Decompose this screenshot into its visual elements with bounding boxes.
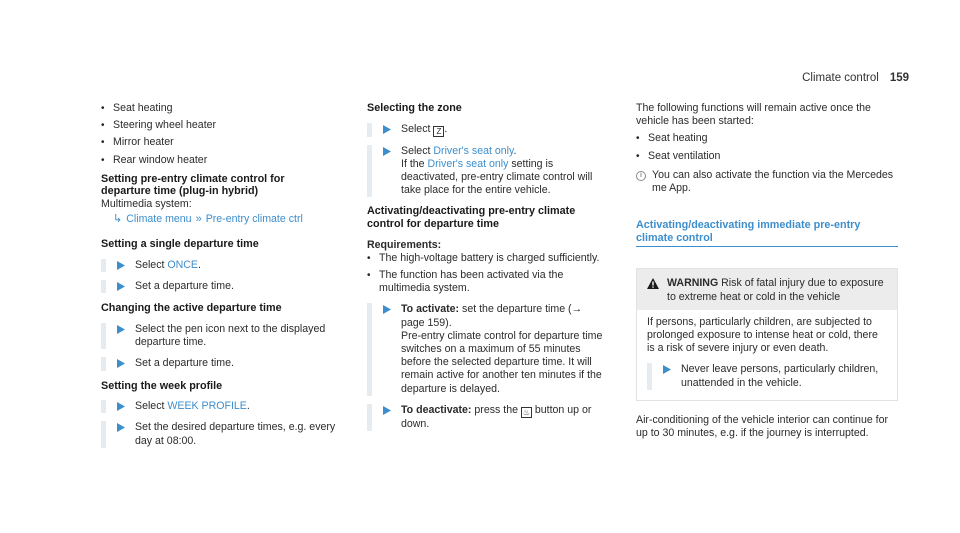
step: Set a departure time. bbox=[101, 280, 337, 293]
path-return-icon: ↳ bbox=[113, 213, 123, 226]
activate-details: Pre-entry climate control for departure time switches on a maximum of 55 minutes before the selected departure time. It will remain active for another ten minutes if the departure is delayed. bbox=[401, 329, 603, 395]
heading-activating-pre-entry: Activating/deactivating pre-entry climate control for departure time bbox=[367, 205, 576, 230]
warning-label: WARNING bbox=[667, 277, 719, 290]
column-1 bbox=[101, 102, 337, 448]
list-item: • The high-voltage battery is charged sufficiently. bbox=[367, 252, 605, 265]
path-climate-menu[interactable]: Climate menu bbox=[126, 213, 192, 226]
step-arrow-icon bbox=[383, 147, 391, 156]
list-item: • The function has been activated via the multimedia system. bbox=[367, 269, 605, 295]
warning-box bbox=[636, 268, 898, 400]
step: Select ONCE. bbox=[101, 259, 337, 272]
heading-week-profile: Setting the week profile bbox=[101, 379, 223, 392]
heading-selecting-zone: Selecting the zone bbox=[367, 102, 462, 114]
list-item: • Seat ventilation bbox=[636, 150, 898, 163]
heading-setting-departure: Setting pre-entry climate control for departure time (plug-in hybrid) bbox=[101, 172, 285, 198]
info-icon: i bbox=[636, 171, 646, 181]
list-item: • Seat heating bbox=[636, 132, 898, 145]
column-2 bbox=[367, 102, 605, 431]
step-arrow-icon bbox=[383, 305, 391, 314]
step: To activate: set the departure time (→ page 159). Pre-entry climate control for departure time switches on a maximum of 55 minutes before the selected departure time. It will remain active for another ten minutes if the departure is delayed. bbox=[367, 303, 605, 395]
option-drivers-seat-only[interactable]: Driver's seat only bbox=[433, 144, 514, 157]
path-chevron-icon: » bbox=[195, 213, 202, 226]
zone-icon: Z bbox=[433, 126, 444, 137]
list-item: • Rear window heater bbox=[101, 154, 337, 167]
requirements-label: Requirements: bbox=[367, 238, 442, 251]
step: Set a departure time. bbox=[101, 357, 337, 370]
section-title-immediate: Activating/deactivating immediate pre-entry climate control bbox=[636, 219, 898, 247]
list-item: • Seat heating bbox=[101, 102, 337, 115]
warning-text: Risk of fatal injury due to exposure to extreme heat or cold in the vehicle bbox=[667, 277, 884, 303]
step: Set the desired departure times, e.g. every day at 08:00. bbox=[101, 421, 337, 447]
step-arrow-icon bbox=[117, 402, 125, 411]
warning-body: If persons, particularly children, are subjected to prolonged exposure to intense heat or cold, there is a risk of severe injury or even death. bbox=[647, 315, 878, 355]
active-functions-list bbox=[636, 132, 898, 162]
info-note: i You can also activate the function via the Mercedes me App. bbox=[636, 169, 898, 195]
warning-icon bbox=[647, 278, 659, 289]
outro-text: Air-conditioning of the vehicle interior can continue for up to 30 minutes, e.g. if the journey is interrupted. bbox=[636, 413, 889, 440]
page-header bbox=[802, 72, 909, 85]
heading-changing-departure: Changing the active departure time bbox=[101, 302, 282, 315]
step: Select the pen icon next to the displayed departure time. bbox=[101, 323, 337, 349]
step: Select WEEK PROFILE. bbox=[101, 400, 337, 413]
step: Never leave persons, particularly children, unattended in the vehicle. bbox=[647, 363, 887, 389]
step: To deactivate: press the ♨ button up or down. bbox=[367, 404, 605, 431]
step: Select Z . bbox=[367, 123, 605, 137]
activate-label: To activate: bbox=[401, 303, 460, 316]
step-arrow-icon bbox=[117, 261, 125, 270]
list-item: • Steering wheel heater bbox=[101, 119, 337, 132]
option-week-profile[interactable]: WEEK PROFILE bbox=[167, 400, 247, 413]
warning-header bbox=[637, 269, 897, 309]
setting-drivers-seat-only: Driver's seat only bbox=[427, 157, 509, 170]
function-list bbox=[101, 102, 337, 167]
step-arrow-icon bbox=[117, 423, 125, 432]
climate-button-icon: ♨ bbox=[522, 407, 530, 417]
step-arrow-icon bbox=[117, 325, 125, 334]
menu-path bbox=[113, 213, 337, 226]
column-3 bbox=[636, 102, 898, 440]
page-number: 159 bbox=[889, 72, 909, 84]
step-arrow-icon bbox=[117, 359, 125, 368]
step: Select Driver's seat only. If the Driver's seat only setting is deactivated, pre-entry climate control will take place for the entire vehicle. bbox=[367, 145, 605, 198]
section-name: Climate control bbox=[802, 72, 879, 84]
step-arrow-icon bbox=[663, 365, 671, 374]
step-arrow-icon bbox=[117, 282, 125, 291]
option-once[interactable]: ONCE bbox=[167, 259, 198, 271]
list-item: • Mirror heater bbox=[101, 136, 337, 149]
heading-single-departure: Setting a single departure time bbox=[101, 238, 259, 251]
intro-text: The following functions will remain active once the vehicle has been started: bbox=[636, 102, 871, 128]
deactivate-label: To deactivate: bbox=[401, 403, 472, 416]
path-pre-entry[interactable]: Pre-entry climate ctrl bbox=[205, 213, 303, 226]
step-arrow-icon bbox=[383, 125, 391, 134]
multimedia-label: Multimedia system: bbox=[101, 198, 192, 210]
step-arrow-icon bbox=[383, 406, 391, 415]
requirements-list bbox=[367, 252, 605, 296]
